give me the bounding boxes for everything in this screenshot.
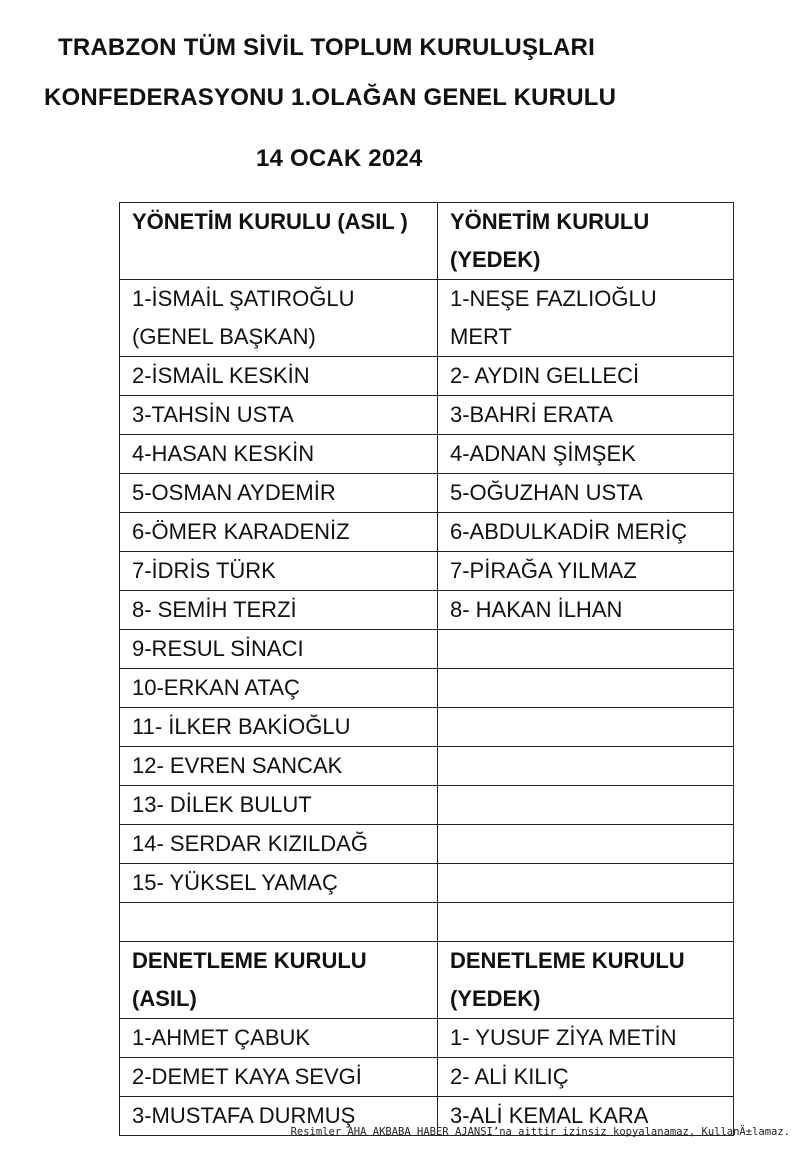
table-row: [120, 630, 734, 669]
table-header-row: [120, 942, 734, 1019]
board-principal-member: 4-HASAN KESKİN: [120, 435, 438, 474]
board-principal-member: 1-İSMAİL ŞATIROĞLU (GENEL BAŞKAN): [120, 280, 438, 357]
table-row: [120, 552, 734, 591]
audit-principal-member: 1-AHMET ÇABUK: [120, 1019, 438, 1058]
board-substitute-member: [438, 864, 734, 903]
board-substitute-member: 7-PİRAĞA YILMAZ: [438, 552, 734, 591]
board-principal-member: 12- EVREN SANCAK: [120, 747, 438, 786]
board-substitute-member: [438, 786, 734, 825]
empty-cell: [438, 903, 734, 942]
board-substitute-member: [438, 708, 734, 747]
board-principal-member: 11- İLKER BAKİOĞLU: [120, 708, 438, 747]
board-substitute-member: 2- AYDIN GELLECİ: [438, 357, 734, 396]
table-row: [120, 1019, 734, 1058]
board-principal-member: 5-OSMAN AYDEMİR: [120, 474, 438, 513]
board-principal-member: 9-RESUL SİNACI: [120, 630, 438, 669]
board-substitute-header: YÖNETİM KURULU (YEDEK): [438, 203, 734, 280]
document-title-line-2: KONFEDERASYONU 1.OLAĞAN GENEL KURULU: [44, 84, 617, 111]
table-row: [120, 591, 734, 630]
table-row: [120, 513, 734, 552]
board-principal-member: 13- DİLEK BULUT: [120, 786, 438, 825]
document-date: 14 OCAK 2024: [256, 145, 423, 172]
table-row: [120, 864, 734, 903]
board-principal-member: 2-İSMAİL KESKİN: [120, 357, 438, 396]
table-row: [120, 396, 734, 435]
board-substitute-member: [438, 630, 734, 669]
table-header-row: [120, 203, 734, 280]
document-title-line-1: TRABZON TÜM SİVİL TOPLUM KURULUŞLARI: [58, 34, 595, 61]
audit-principal-member: 2-DEMET KAYA SEVGİ: [120, 1058, 438, 1097]
board-substitute-member: 8- HAKAN İLHAN: [438, 591, 734, 630]
table-row: [120, 357, 734, 396]
board-substitute-member: [438, 825, 734, 864]
table-row: [120, 1058, 734, 1097]
board-substitute-member: 5-OĞUZHAN USTA: [438, 474, 734, 513]
board-principal-member: 10-ERKAN ATAÇ: [120, 669, 438, 708]
board-principal-member: 6-ÖMER KARADENİZ: [120, 513, 438, 552]
empty-cell: [120, 903, 438, 942]
board-substitute-member: [438, 669, 734, 708]
table-row: [120, 786, 734, 825]
empty-separator-row: [120, 903, 734, 942]
board-substitute-member: [438, 747, 734, 786]
audit-substitute-member: 2- ALİ KILIÇ: [438, 1058, 734, 1097]
audit-principal-header: DENETLEME KURULU (ASIL): [120, 942, 438, 1019]
board-principal-member: 3-TAHSİN USTA: [120, 396, 438, 435]
table-row: [120, 669, 734, 708]
audit-substitute-member: 3-ALİ KEMAL KARA: [438, 1097, 734, 1136]
board-principal-member: 8- SEMİH TERZİ: [120, 591, 438, 630]
board-principal-member: 7-İDRİS TÜRK: [120, 552, 438, 591]
board-substitute-member: 6-ABDULKADİR MERİÇ: [438, 513, 734, 552]
board-principal-header: YÖNETİM KURULU (ASIL ): [120, 203, 438, 280]
members-table: [119, 202, 734, 1136]
table-row: [120, 747, 734, 786]
table-row: [120, 280, 734, 357]
audit-substitute-member: 1- YUSUF ZİYA METİN: [438, 1019, 734, 1058]
board-substitute-member: 4-ADNAN ŞİMŞEK: [438, 435, 734, 474]
board-substitute-member: 1-NEŞE FAZLIOĞLU MERT: [438, 280, 734, 357]
table-row: [120, 825, 734, 864]
table-row: [120, 474, 734, 513]
table-row: [120, 708, 734, 747]
copyright-notice: Resimler AHA AKBABA HABER AJANSI’na aittir izinsiz kopyalanamaz, KullanÄ±lamaz.: [290, 1126, 790, 1138]
audit-substitute-header: DENETLEME KURULU (YEDEK): [438, 942, 734, 1019]
audit-principal-member: 3-MUSTAFA DURMUŞ: [120, 1097, 438, 1136]
table-row: [120, 435, 734, 474]
board-principal-member: 14- SERDAR KIZILDAĞ: [120, 825, 438, 864]
board-substitute-member: 3-BAHRİ ERATA: [438, 396, 734, 435]
board-principal-member: 15- YÜKSEL YAMAÇ: [120, 864, 438, 903]
